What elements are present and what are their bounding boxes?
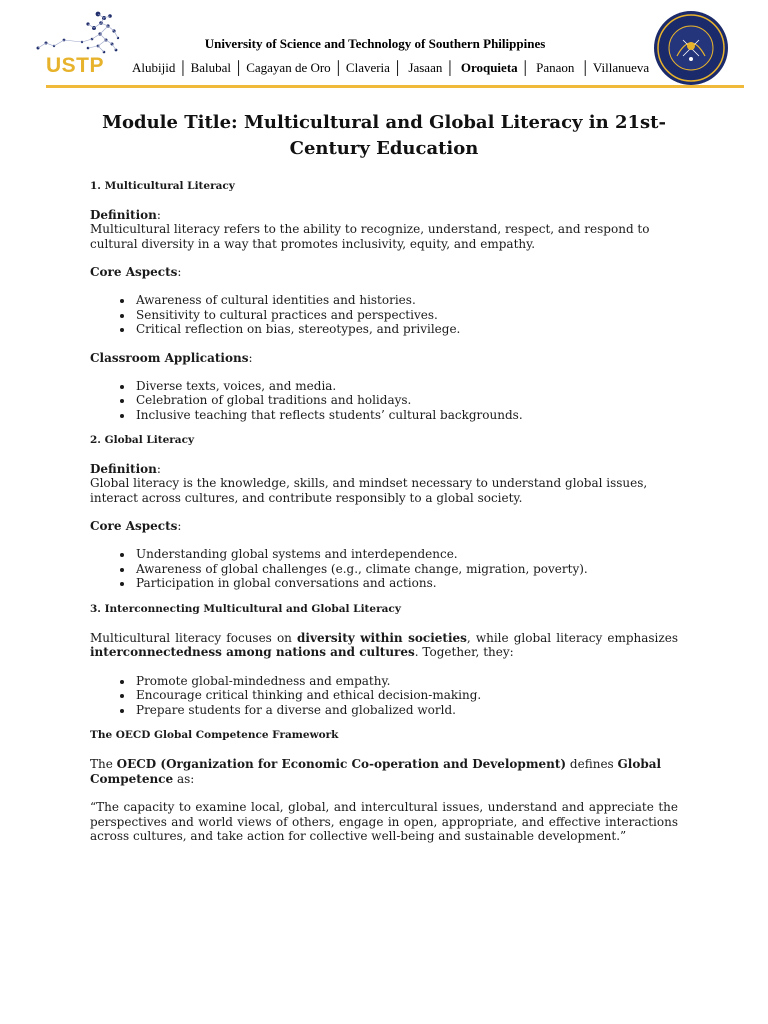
definition-text: Global literacy is the knowledge, skills, and mindset necessary to understand global issues, interact across cultures, and contribute responsibly to a global society.: [90, 476, 648, 505]
classroom-applications-list: [90, 379, 678, 423]
section-heading-multicultural: 1. Multicultural Literacy: [90, 180, 235, 192]
definition-text: Multicultural literacy refers to the ability to recognize, understand, respect, and respond to cultural diversity in a way that promotes inclusivity, equity, and empathy.: [90, 222, 650, 251]
classroom-applications-label: Classroom Applications:: [90, 350, 253, 365]
campus-balubal: Balubal: [190, 60, 231, 75]
letterhead: [0, 0, 768, 92]
university-name: University of Science and Technology of Southern Philippines: [204, 36, 546, 51]
campus-panaon: Panaon: [536, 60, 575, 75]
oecd-paragraph: The OECD (Organization for Economic Co-operation and Development) defines Global Competence as:: [90, 757, 662, 786]
list-item: • Celebration of global traditions and holidays.: [134, 393, 678, 408]
list-item: • Understanding global systems and interdependence.: [134, 547, 678, 562]
header-divider: [46, 85, 744, 88]
list-item: • Awareness of cultural identities and histories.: [134, 293, 678, 308]
campus-list: Alubijid │ Balubal │ Cagayan de Oro │ Claveria │ Jasaan │ Oroquieta │ Panaon │ Villanueva: [132, 60, 650, 75]
campus-claveria: Claveria: [345, 60, 390, 75]
module-document: [90, 110, 678, 844]
section-heading-oecd: The OECD Global Competence Framework: [90, 729, 339, 741]
global-competence-quote: “The capacity to examine local, global, and intercultural issues, understand and appreciate the perspectives and world views of others, engage in open, appropriate, and effective interactions across cultures, and take action for collective well-being and sustainable development.”: [90, 800, 678, 843]
campus-cagayan-de-oro: Cagayan de Oro: [246, 60, 331, 75]
section-heading-global: 2. Global Literacy: [90, 434, 195, 446]
core-aspects-label: Core Aspects:: [90, 519, 182, 533]
campus-alubijid: Alubijid: [132, 60, 176, 75]
list-item: • Diverse texts, voices, and media.: [134, 379, 678, 394]
list-item: • Sensitivity to cultural practices and perspectives.: [134, 308, 678, 323]
definition-label: Definition:: [90, 462, 161, 476]
core-aspects-list: [90, 293, 678, 337]
together-list: [90, 674, 678, 718]
ustp-logo-text: USTP: [46, 54, 105, 77]
list-item: • Encourage critical thinking and ethical decision-making.: [134, 688, 678, 703]
section-heading-interconnecting: 3. Interconnecting Multicultural and Global Literacy: [90, 602, 401, 615]
interconnecting-paragraph: Multicultural literacy focuses on diversity within societies, while global literacy emphasizes interconnectedness among nations and cultures. Together, they:: [90, 630, 678, 659]
list-item: • Participation in global conversations and actions.: [134, 576, 678, 591]
list-item: • Awareness of global challenges (e.g., climate change, migration, poverty).: [134, 562, 678, 577]
list-item: • Prepare students for a diverse and globalized world.: [134, 703, 678, 718]
definition-label: Definition:: [90, 208, 161, 222]
module-title: Module Title: Multicultural and Global Literacy in 21st-Century Education: [102, 112, 666, 159]
campus-oroquieta: Oroquieta: [460, 60, 518, 75]
core-aspects-label: Core Aspects:: [90, 265, 182, 279]
campus-jasaan: Jasaan: [408, 60, 443, 75]
core-aspects-list: [90, 547, 678, 591]
list-item: • Critical reflection on bias, stereotypes, and privilege.: [134, 322, 678, 337]
campus-villanueva: Villanueva: [592, 60, 650, 75]
list-item: • Promote global-mindedness and empathy.: [134, 674, 678, 689]
list-item: • Inclusive teaching that reflects students’ cultural backgrounds.: [134, 408, 678, 423]
department-seal-icon: [653, 10, 729, 86]
